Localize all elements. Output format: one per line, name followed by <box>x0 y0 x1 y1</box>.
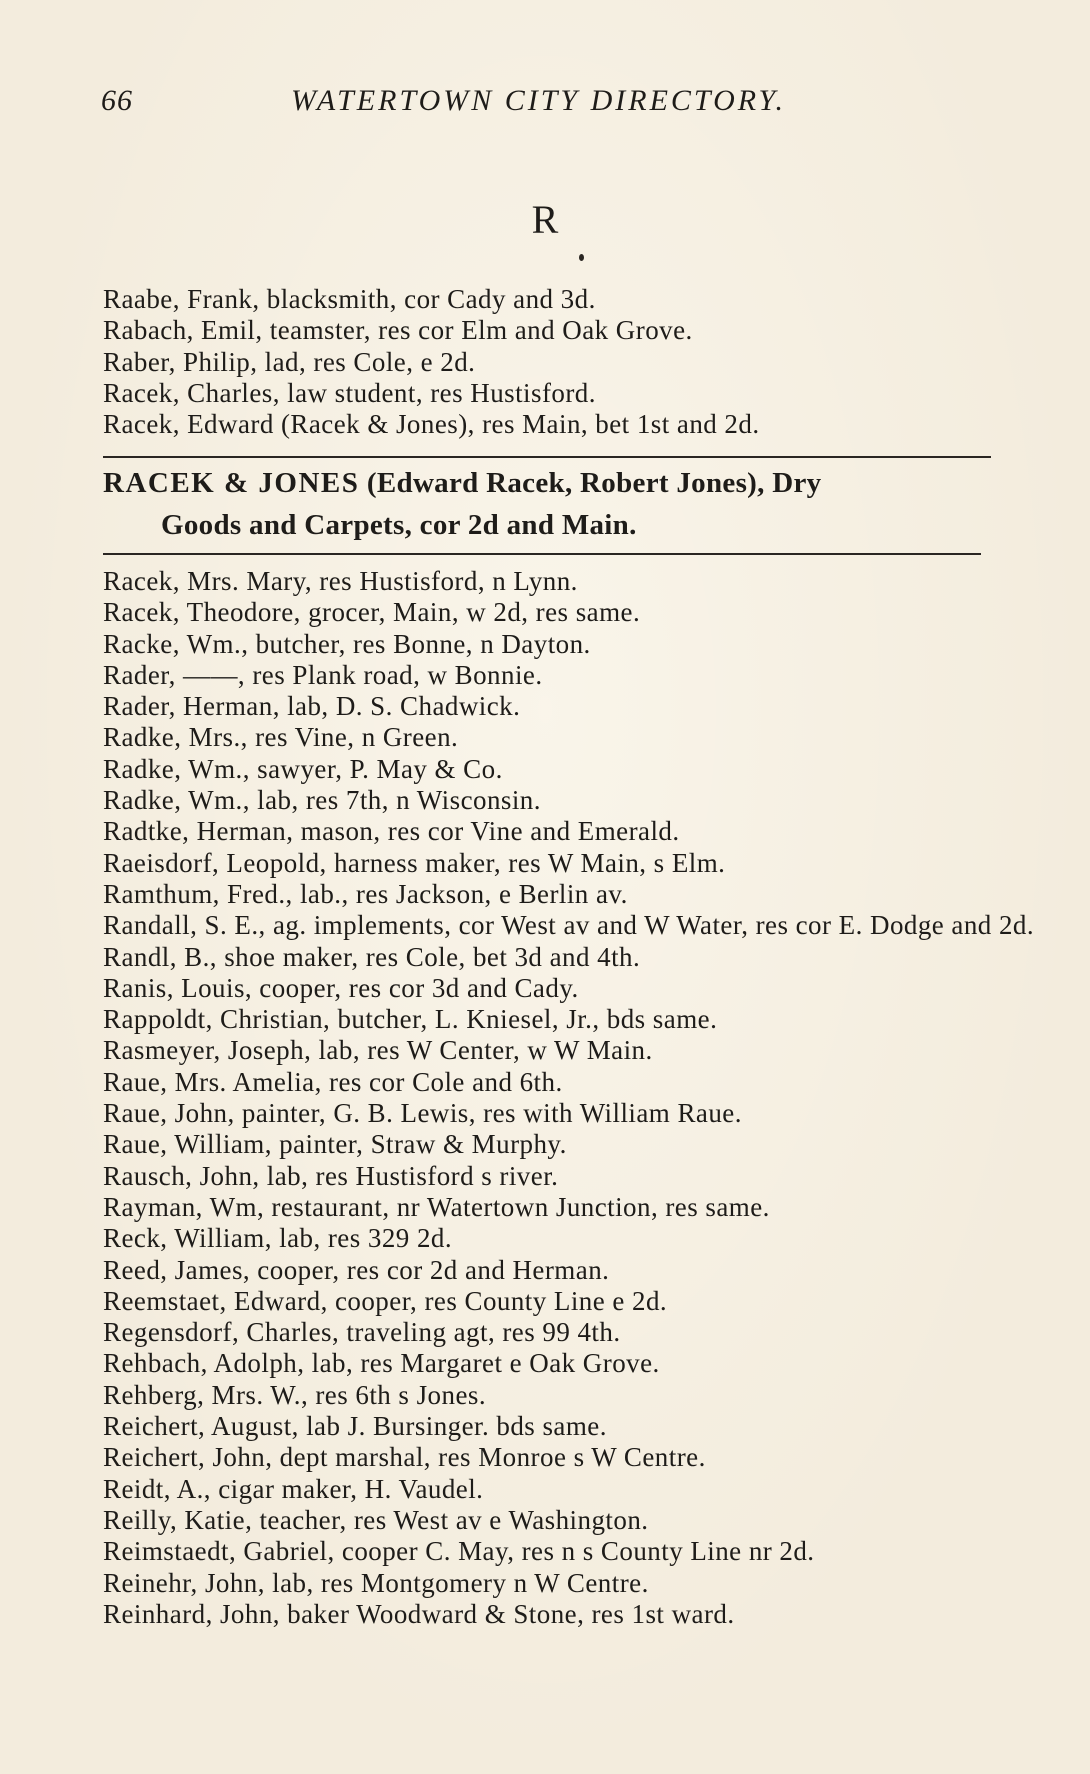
directory-entry: Rayman, Wm, restaurant, nr Watertown Junction, res same. <box>103 1191 770 1222</box>
directory-entry: Reidt, A., cigar maker, H. Vaudel. <box>103 1473 484 1504</box>
directory-entry: Ramthum, Fred., lab., res Jackson, e Berlin av. <box>103 878 628 909</box>
directory-entry: Reichert, August, lab J. Bursinger. bds same. <box>103 1411 607 1442</box>
directory-entry: Radtke, Herman, mason, res cor Vine and Emerald. <box>103 816 680 847</box>
directory-entry: Reilly, Katie, teacher, res West av e Washington. <box>103 1504 649 1535</box>
directory-entry: Reinhard, John, baker Woodward & Stone, res 1st ward. <box>103 1598 735 1629</box>
ad-business-name: RACEK & JONES <box>103 467 360 499</box>
directory-entry: Racek, Edward (Racek & Jones), res Main, bet 1st and 2d. <box>103 409 760 440</box>
directory-entry: Reed, James, cooper, res cor 2d and Herman. <box>103 1254 610 1285</box>
directory-entry: Rabach, Emil, teamster, res cor Elm and Oak Grove. <box>103 315 693 346</box>
directory-entry: Racek, Charles, law student, res Hustisford. <box>103 377 596 408</box>
directory-entry: Regensdorf, Charles, traveling agt, res 99 4th. <box>103 1317 621 1348</box>
directory-entry: Rader, Herman, lab, D. S. Chadwick. <box>103 691 521 722</box>
directory-entry: Reimstaedt, Gabriel, cooper C. May, res n s County Line nr 2d. <box>103 1536 815 1567</box>
directory-entry: Reemstaet, Edward, cooper, res County Line e 2d. <box>103 1285 668 1316</box>
directory-entry: Radke, Mrs., res Vine, n Green. <box>103 722 459 753</box>
directory-entry: Reck, William, lab, res 329 2d. <box>103 1223 453 1254</box>
section-letter: R <box>531 197 559 242</box>
directory-entry: Rehberg, Mrs. W., res 6th s Jones. <box>103 1379 487 1410</box>
directory-entry: Racek, Theodore, grocer, Main, w 2d, res same. <box>103 597 641 628</box>
directory-entry: Rasmeyer, Joseph, lab, res W Center, w W Main. <box>103 1035 653 1066</box>
business-advertisement <box>103 462 993 546</box>
directory-entry: Racek, Mrs. Mary, res Hustisford, n Lynn. <box>103 566 578 596</box>
running-title: WATERTOWN CITY DIRECTORY. <box>291 84 786 117</box>
directory-entry: Ranis, Louis, cooper, res cor 3d and Cady. <box>103 972 579 1003</box>
directory-entry: Racke, Wm., butcher, res Bonne, n Dayton. <box>103 628 591 659</box>
directory-entry: Rehbach, Adolph, lab, res Margaret e Oak Grove. <box>103 1348 660 1379</box>
directory-entry: Raber, Philip, lad, res Cole, e 2d. <box>103 346 476 377</box>
directory-entry: Raeisdorf, Leopold, harness maker, res W Main, s Elm. <box>103 847 726 878</box>
running-head <box>101 84 981 124</box>
entries-top <box>103 284 1003 440</box>
ad-line-1 <box>103 462 993 504</box>
directory-entry: Reichert, John, dept marshal, res Monroe s W Centre. <box>103 1442 706 1473</box>
directory-entry: Rappoldt, Christian, butcher, L. Kniesel, Jr., bds same. <box>103 1004 718 1035</box>
directory-entry: Radke, Wm., lab, res 7th, n Wisconsin. <box>103 785 541 816</box>
entries-bottom <box>103 566 1035 1630</box>
ornament-dot <box>579 254 584 261</box>
directory-entry: Raabe, Frank, blacksmith, cor Cady and 3d. <box>103 284 596 314</box>
directory-entry: Randall, S. E., ag. implements, cor West av and W Water, res cor E. Dodge and 2d. <box>103 910 1035 941</box>
directory-entry: Raue, William, painter, Straw & Murphy. <box>103 1129 567 1160</box>
ad-line-2: Goods and Carpets, cor 2d and Main. <box>161 509 637 541</box>
ad-rule-bottom <box>103 553 981 555</box>
ad-partners: (Edward Racek, Robert Jones), Dry <box>359 467 822 499</box>
page-number: 66 <box>101 84 133 117</box>
directory-entry: Raue, Mrs. Amelia, res cor Cole and 6th. <box>103 1066 563 1097</box>
directory-entry: Rader, ——, res Plank road, w Bonnie. <box>103 659 543 690</box>
directory-entry: Raue, John, painter, G. B. Lewis, res with William Raue. <box>103 1098 742 1129</box>
directory-entry: Randl, B., shoe maker, res Cole, bet 3d and 4th. <box>103 941 641 972</box>
directory-entry: Rausch, John, lab, res Hustisford s river. <box>103 1160 559 1191</box>
directory-entry: Reinehr, John, lab, res Montgomery n W Centre. <box>103 1567 649 1598</box>
directory-entry: Radke, Wm., sawyer, P. May & Co. <box>103 753 503 784</box>
ad-rule-top <box>103 456 991 458</box>
